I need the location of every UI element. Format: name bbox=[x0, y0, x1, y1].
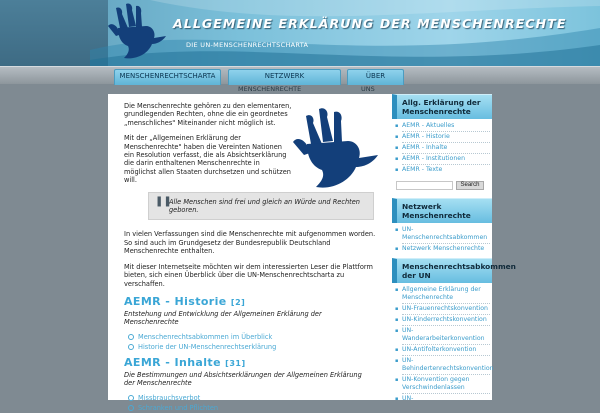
sidebar-link[interactable]: ▪ UN-Konvention gegen Verschwindenlassen bbox=[402, 376, 490, 394]
section-description: Die Bestimmungen und Absichtserklärungen der Allgemeinen Erklärung der Menschenrechte bbox=[124, 370, 362, 388]
sidebar bbox=[392, 94, 516, 402]
nav-tab-second-line bbox=[0, 84, 600, 94]
section-title[interactable]: AEMR - Inhalte bbox=[124, 355, 221, 369]
sidebar-link[interactable]: ▪ AEMR - Texte bbox=[402, 166, 490, 174]
sidebar-link[interactable]: ▪ Netzwerk Menschenrechte bbox=[402, 245, 490, 253]
site-header bbox=[0, 0, 600, 66]
section-link-list bbox=[128, 393, 380, 413]
sidebar-link[interactable]: ▪ UN-Menschenrechtsabkommen bbox=[402, 226, 490, 244]
widget-title-aemr: Allg. Erklärung der Menschenrechte bbox=[392, 94, 492, 119]
section-link[interactable]: Historie der UN-Menschenrechtserklärung bbox=[128, 342, 380, 352]
widget-title-abkommen: Menschenrechtsabkommen der UN bbox=[392, 258, 492, 283]
sidebar-link[interactable]: ▪ AEMR - Institutionen bbox=[402, 155, 490, 165]
nav-tab-netzwerk-line2[interactable]: MENSCHENRECHTE bbox=[238, 85, 302, 93]
sidebar-link[interactable]: ▪ UN- bbox=[402, 395, 490, 403]
nav-tab-menschenrechtscharta[interactable]: MENSCHENRECHTSCHARTA bbox=[114, 69, 221, 85]
sidebar-link[interactable]: ▪ AEMR - Inhalte bbox=[402, 144, 490, 154]
section-description: Entstehung und Entwicklung der Allgemeinen Erklärung der Menschenrechte bbox=[124, 309, 322, 327]
intro-paragraph: Die Menschenrechte gehören zu den elementaren, grundlegenden Rechten, ohne die ein geordnetes „menschliches" Miteinander nicht möglich ist. bbox=[124, 102, 292, 127]
section-link[interactable]: Menschenrechtsabkommen im Überblick bbox=[128, 332, 380, 342]
search-form bbox=[392, 179, 492, 198]
sidebar-link[interactable]: ▪ AEMR - Aktuelles bbox=[402, 122, 490, 132]
blockquote bbox=[148, 192, 374, 221]
sidebar-link[interactable]: ▪ UN-Behindertenrechtskonvention bbox=[402, 357, 490, 375]
search-button[interactable]: Search bbox=[456, 181, 484, 190]
search-input[interactable] bbox=[396, 181, 453, 190]
site-subtitle: DIE UN-MENSCHENRECHTSCHARTA bbox=[186, 41, 309, 49]
main-content bbox=[108, 94, 388, 412]
sidebar-link[interactable]: ▪ Allgemeine Erklärung der Menschenrechte bbox=[402, 286, 490, 304]
main-nav-bar bbox=[0, 66, 600, 84]
section-link-list bbox=[128, 332, 380, 352]
section-link[interactable]: Missbrauchsverbot bbox=[128, 393, 380, 403]
sidebar-link[interactable]: ▪ UN-Wanderarbeiterkonvention bbox=[402, 327, 490, 345]
section-heading-inhalte[interactable] bbox=[124, 356, 380, 369]
section-count: [31] bbox=[225, 358, 246, 368]
section-count: [2] bbox=[230, 297, 246, 307]
paragraph-verfassungen: In vielen Verfassungen sind die Menschenrechte mit aufgenommen worden. So sind auch im Grundgesetz der Bundesrepublik Deutschland Menschenrechte enthalten. bbox=[124, 230, 376, 256]
widget-list-aemr bbox=[392, 119, 492, 179]
section-link[interactable]: Schranken und Pflichten bbox=[128, 403, 380, 413]
sidebar-link[interactable]: ▪ UN-Antifolterkonvention bbox=[402, 346, 490, 356]
nav-tab-netzwerk[interactable]: NETZWERK bbox=[228, 69, 341, 85]
section-heading-historie[interactable] bbox=[124, 295, 380, 308]
quote-text: Alle Menschen sind frei und gleich an Würde und Rechten geboren. bbox=[169, 197, 360, 215]
sidebar-link[interactable]: ▪ AEMR - Historie bbox=[402, 133, 490, 143]
widget-list-netzwerk bbox=[392, 223, 492, 258]
paragraph-internetseite: Mit dieser Internetseite möchten wir dem interessierten Leser die Plattform bieten, sich einen Überblick über die UN-Menschenrechtscharta zu verschaffen. bbox=[124, 262, 373, 288]
nav-tab-ueber[interactable]: ÜBER bbox=[347, 69, 404, 85]
sidebar-link[interactable]: ▪ UN-Kinderrechtskonvention bbox=[402, 316, 490, 326]
sidebar-link[interactable]: ▪ UN-Frauenrechtskonvention bbox=[402, 305, 490, 315]
quote-icon: ❚❚ bbox=[155, 195, 172, 207]
hand-dove-illustration-icon bbox=[290, 106, 382, 196]
widget-list-abkommen bbox=[392, 283, 492, 408]
page-body bbox=[108, 94, 516, 412]
nav-tab-ueber-line2[interactable]: UNS bbox=[361, 85, 375, 93]
site-title[interactable]: ALLGEMEINE ERKLÄRUNG DER MENSCHENRECHTE bbox=[173, 16, 567, 31]
widget-title-netzwerk: Netzwerk Menschenrechte bbox=[392, 198, 492, 223]
section-title[interactable]: AEMR - Historie bbox=[124, 294, 227, 308]
intro-paragraph-2: Mit der „Allgemeinen Erklärung der Menschenrechte" haben die Vereinten Nationen ein Resolution verfasst, die als Absichtserklärung die darin enthaltenen Menschenrechte in möglichst allen Staaten durchsetzen und schützen will. bbox=[124, 134, 291, 185]
hand-dove-logo-icon[interactable] bbox=[106, 2, 170, 64]
